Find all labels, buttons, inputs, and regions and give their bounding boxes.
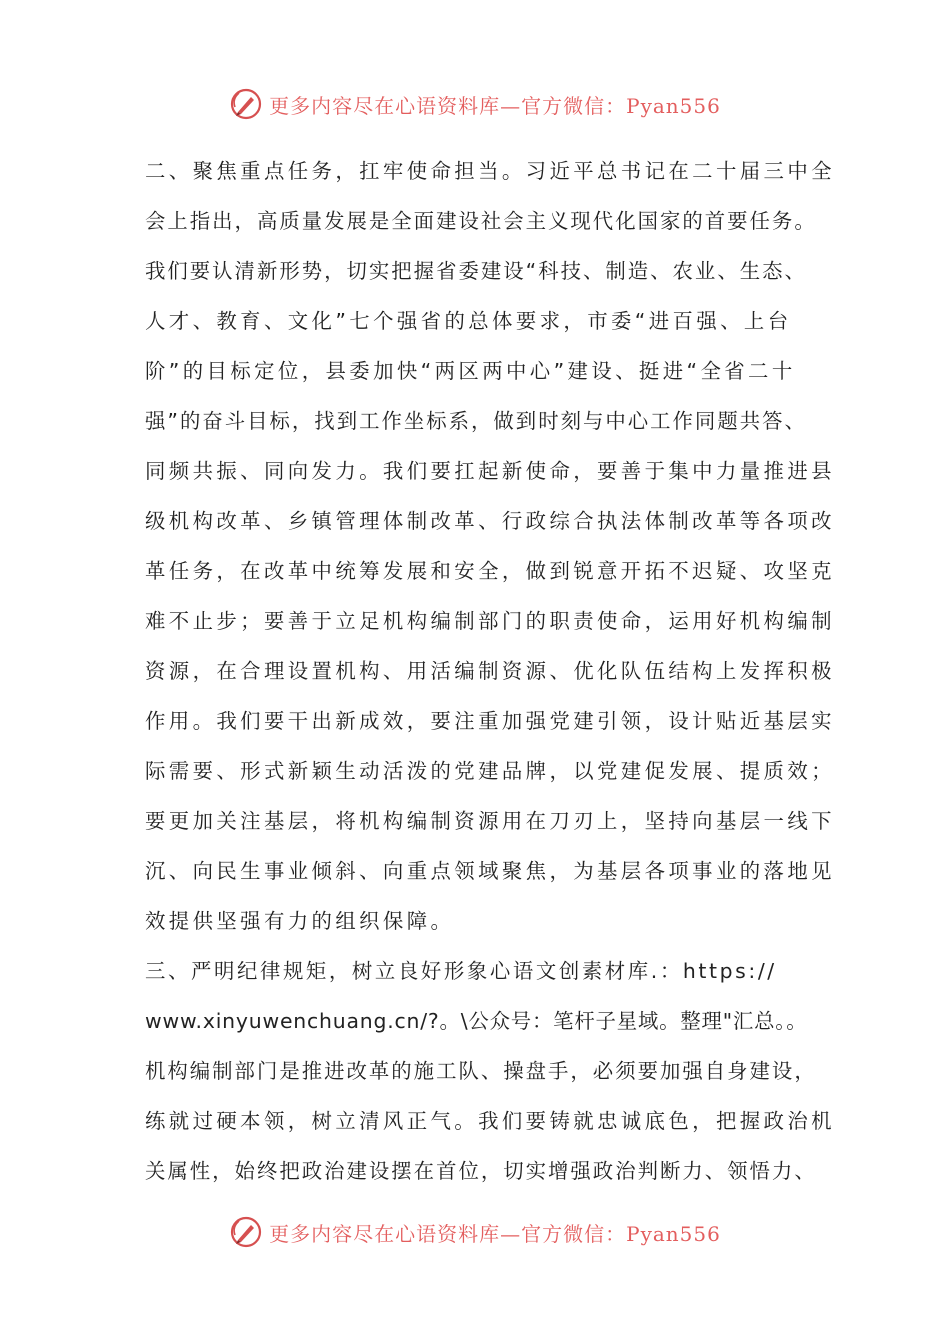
text-line: 同频共振、同向发力。我们要扛起新使命，要善于集中力量推进县 [145,459,835,483]
text-line: 难不止步；要善于立足机构编制部门的职责使命，运用好机构编制 [145,609,835,633]
document-body [145,146,835,1196]
text-line: 强”的奋斗目标，找到工作坐标系，做到时刻与中心工作同题共答、 [145,409,807,433]
text-line: 沉、向民生事业倾斜、向重点领域聚焦，为基层各项事业的落地见 [145,859,835,883]
text-line-with-link: 三、严明纪律规矩，树立良好形象心语文创素材库.：https:// [145,959,777,983]
footer-watermark [0,1212,950,1252]
text-line: 练就过硬本领，树立清风正气。我们要铸就忠诚底色，把握政治机 [145,1109,835,1133]
header-watermark [0,84,950,124]
text-line: 资源，在合理设置机构、用活编制资源、优化队伍结构上发挥积极 [145,659,835,683]
text-line: 效提供坚强有力的组织保障。 [145,909,455,933]
text-line: 际需要、形式新颖生动活泼的党建品牌，以党建促发展、提质效； [145,759,835,783]
text-line: 要更加关注基层，将机构编制资源用在刀刃上，坚持向基层一线下 [145,809,835,833]
text-line: 二、聚焦重点任务，扛牢使命担当。习近平总书记在二十届三中全 [145,159,835,183]
text-line: 会上指出，高质量发展是全面建设社会主义现代化国家的首要任务。 [145,209,817,233]
text-line: 作用。我们要干出新成效，要注重加强党建引领，设计贴近基层实 [145,709,835,733]
watermark-text: 更多内容尽在心语资料库—官方微信：Pyan556 [269,93,721,118]
pen-logo-icon [229,87,263,121]
text-line: 关属性，始终把政治建设摆在首位，切实增强政治判断力、领悟力、 [145,1159,817,1183]
text-line-with-link: www.xinyuwenchuang.cn/?。\公众号：笔杆子星域。整理"汇总。。 [145,1009,808,1033]
pen-logo-icon [229,1215,263,1249]
text-line: 革任务，在改革中统筹发展和安全，做到锐意开拓不迟疑、攻坚克 [145,559,835,583]
text-line: 机构编制部门是推进改革的施工队、操盘手，必须要加强自身建设， [145,1059,817,1083]
text-line: 我们要认清新形势，切实把握省委建设“科技、制造、农业、生态、 [145,259,807,283]
watermark-text: 更多内容尽在心语资料库—官方微信：Pyan556 [269,1221,721,1246]
text-line: 级机构改革、乡镇管理体制改革、行政综合执法体制改革等各项改 [145,509,835,533]
text-line: 人才、教育、文化”七个强省的总体要求，市委“进百强、上台 [145,309,792,333]
text-line: 阶”的目标定位，县委加快“两区两中心”建设、挺进“全省二十 [145,359,796,383]
